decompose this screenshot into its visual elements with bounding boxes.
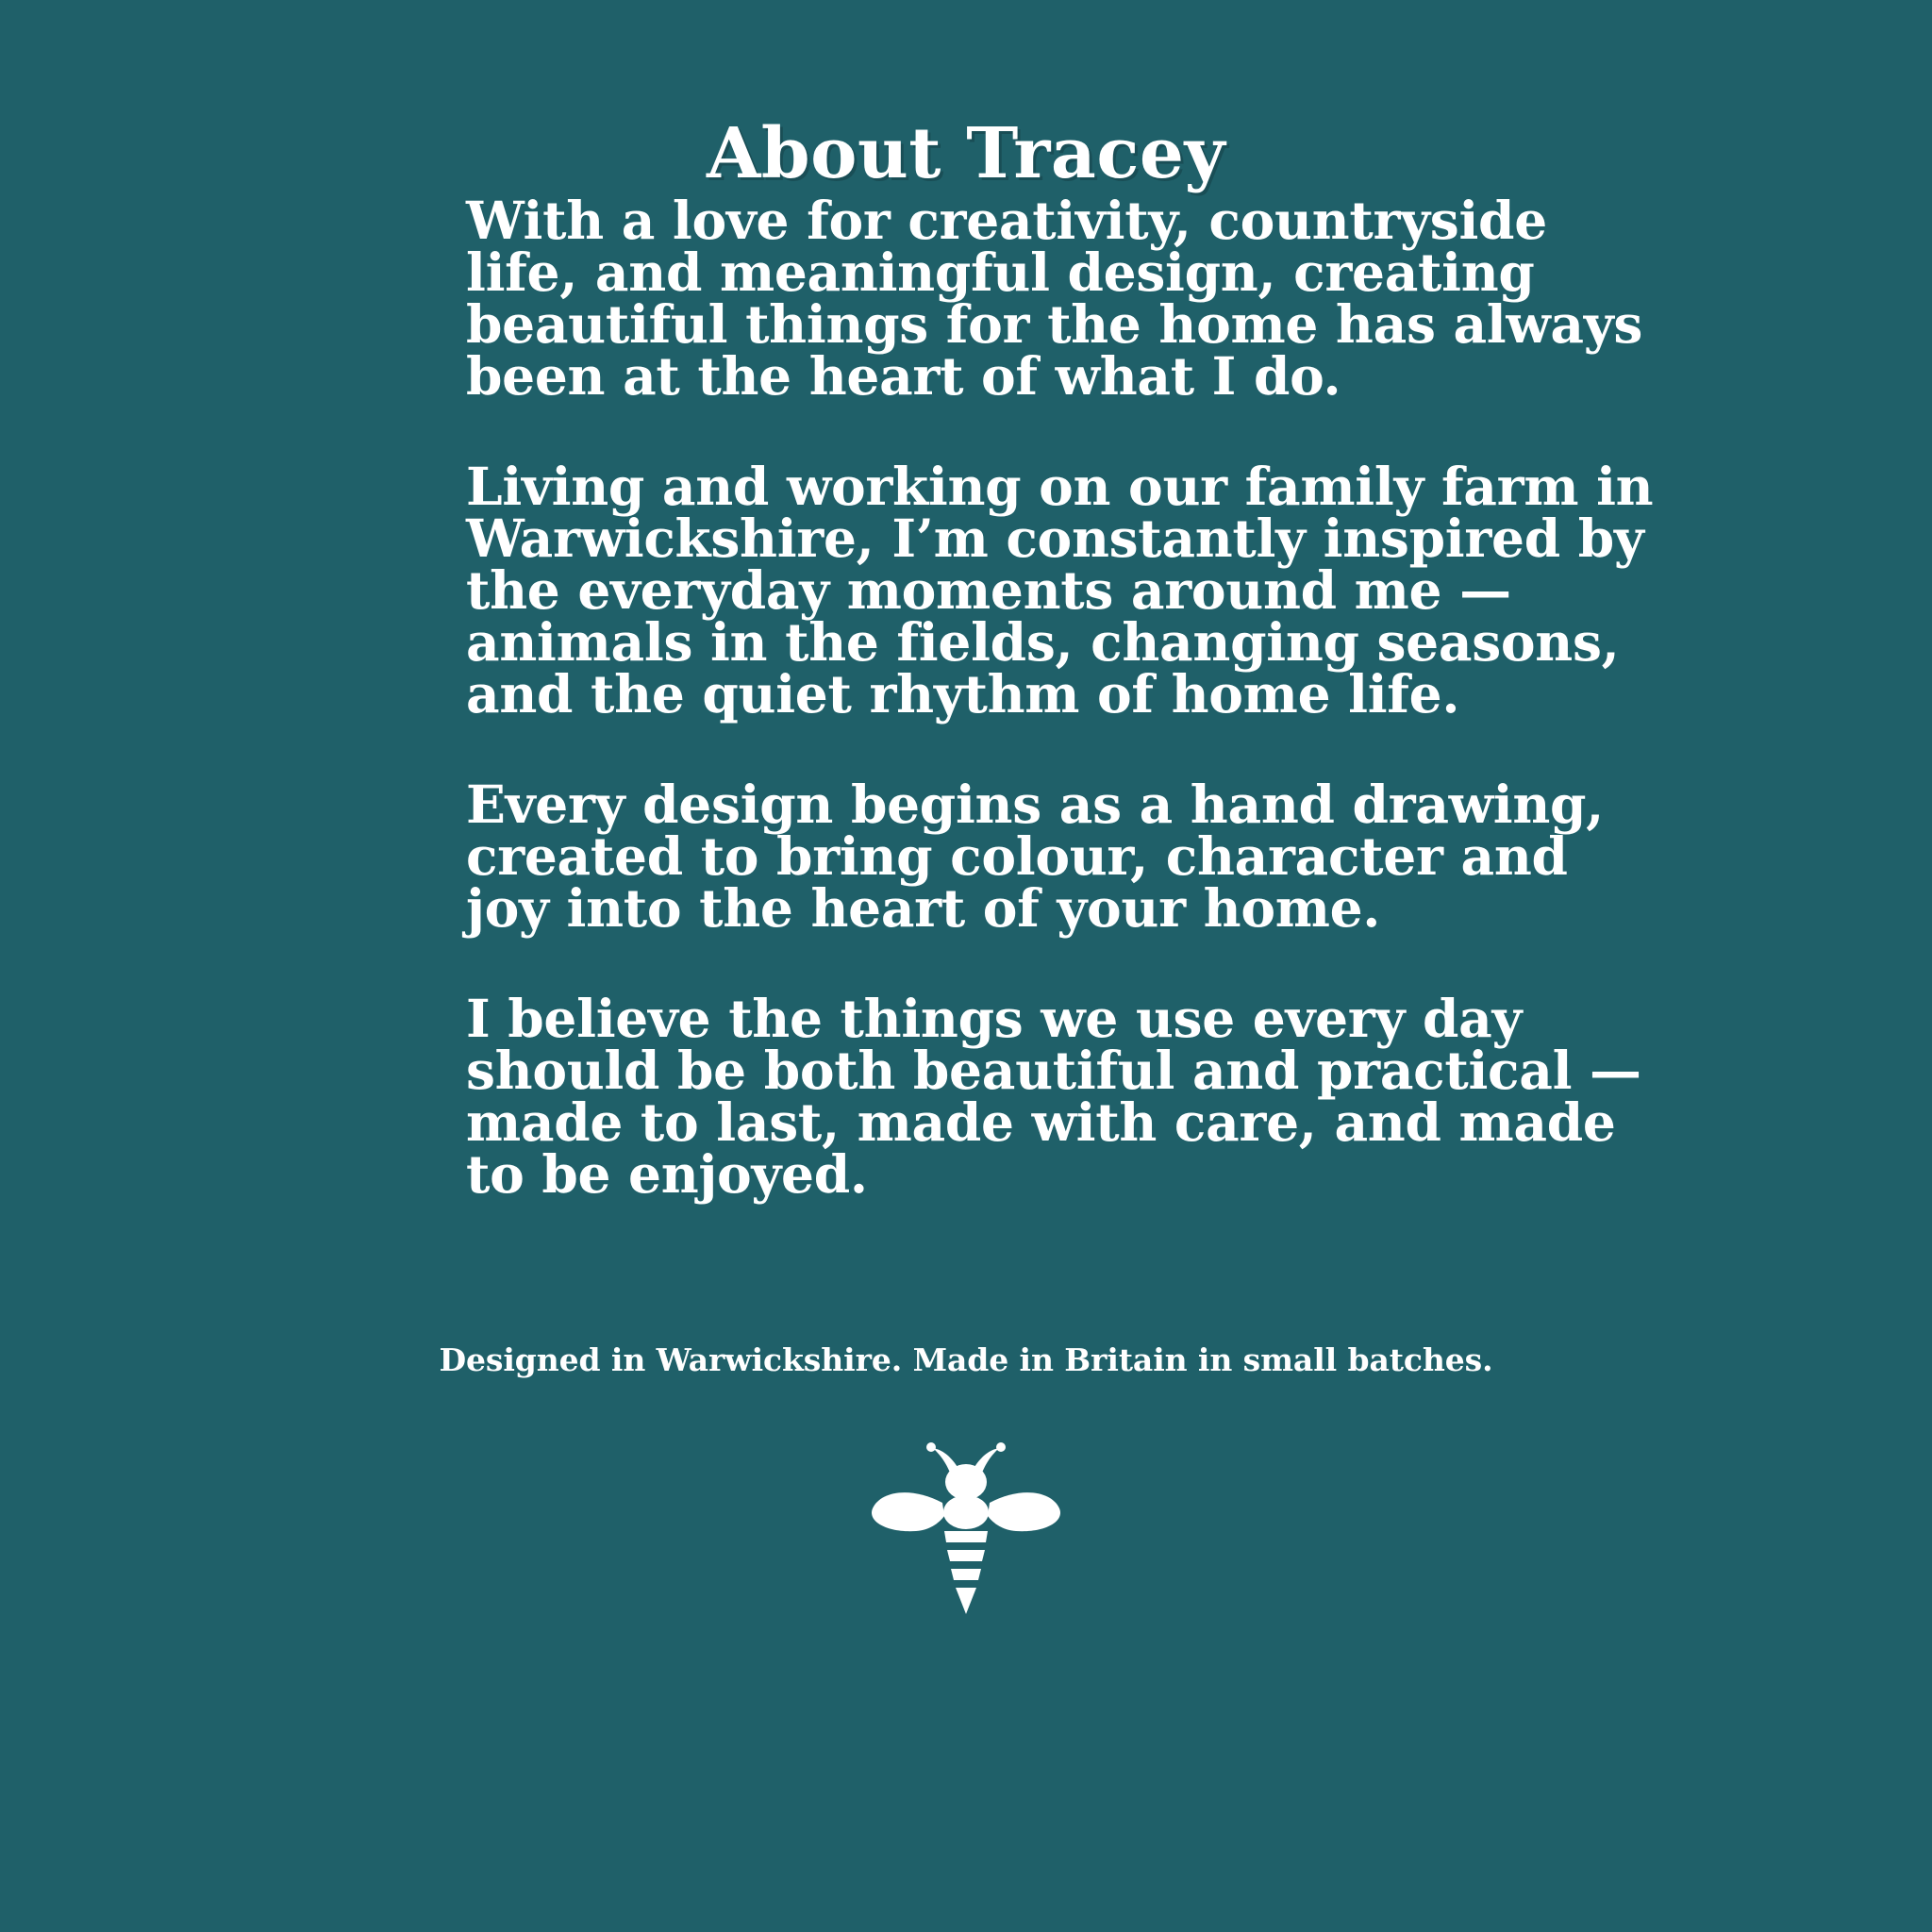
paragraph-4: I believe the things we use every day should be both beautiful and practical — made to last, made with care, and made to be enjoyed.	[466, 988, 1641, 1205]
bee-icon	[867, 1437, 1065, 1625]
about-body	[211, 190, 1721, 1205]
paragraph-3: Every design begins as a hand drawing, created to bring colour, character and joy into the heart of your home.	[466, 774, 1605, 939]
paragraph-2: Living and working on our family farm in Warwickshire, I’m constantly inspired by the everyday moments around me — animals in the fields, changing seasons, and the quiet rhythm of home life.	[466, 456, 1654, 724]
paragraph-1: With a love for creativity, countryside life, and meaningful design, creating beautiful things for the home has always been at the heart of what I do.	[466, 190, 1643, 407]
page-title: About Tracey	[706, 113, 1225, 194]
footer-note: Designed in Warwickshire. Made in Britain in small batches.	[439, 1341, 1493, 1378]
